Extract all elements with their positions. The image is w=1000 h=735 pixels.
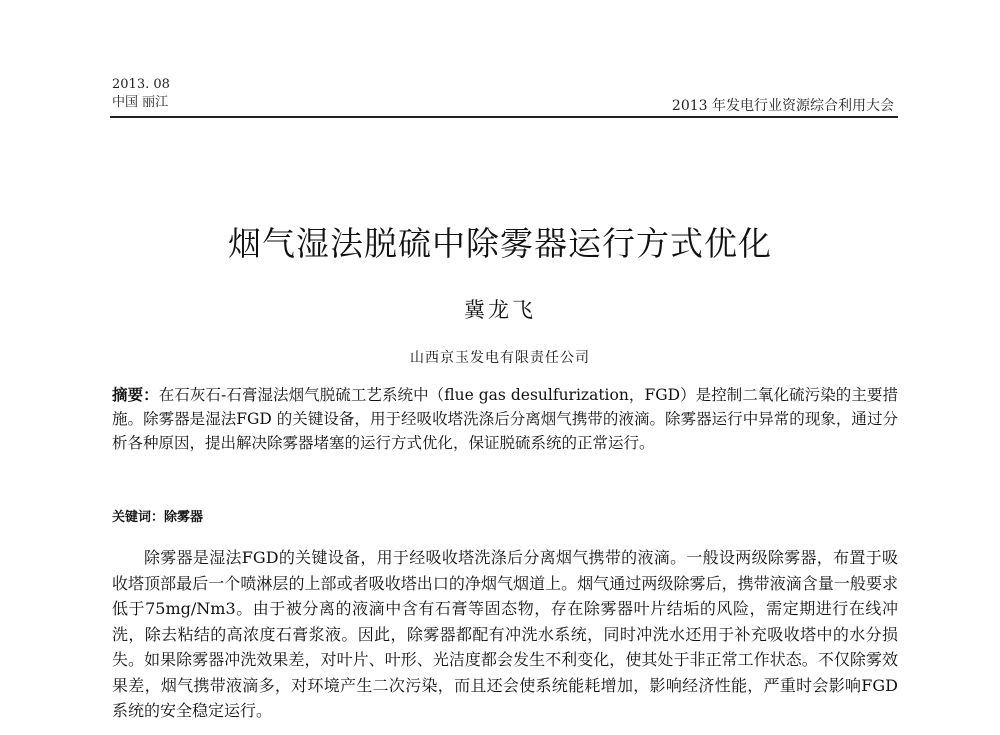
paper-affiliation: 山西京玉发电有限责任公司 <box>410 350 590 366</box>
abstract-text: 在石灰石-石膏湿法烟气脱硫工艺系统中（flue gas desulfurization，FGD）是控制二氧化硫污染的主要措施。除雾器是湿法FGD 的关键设备，用于经吸收塔洗涤后分离烟气携带的液滴。除雾器运行中异常的现象，通过分析各种原因，提出解决除雾器堵塞的运行方式优化，保证脱硫系统的正常运行。 <box>112 386 898 452</box>
header-location: 中国 丽江 <box>112 95 169 110</box>
header-left <box>112 76 170 112</box>
keywords-text: 除雾器 <box>164 510 204 525</box>
keywords-label: 关键词： <box>112 510 165 525</box>
paper-author: 冀龙飞 <box>464 298 536 322</box>
body-paragraph: 除雾器是湿法FGD的关键设备，用于经吸收塔洗涤后分离烟气携带的液滴。一般设两级除雾器，布置于吸收塔顶部最后一个喷淋层的上部或者吸收塔出口的净烟气烟道上。烟气通过两级除雾后，携带液滴含量一般要求低于75mg/Nm3。由于被分离的液滴中含有石膏等固态物，存在除雾器叶片结垢的风险，需定期进行在线冲洗，除去粘结的高浓度石膏浆液。因此，除雾器都配有冲洗水系统，同时冲洗水还用于补充吸收塔中的水分损失。如果除雾器冲洗效果差，对叶片、叶形、光洁度都会发生不利变化，使其处于非正常工作状态。不仅除雾效果差，烟气携带液滴多，对环境产生二次污染，而且还会使系统能耗增加，影响经济性能，严重时会影响FGD 系统的安全稳定运行。 <box>112 548 898 720</box>
header-divider <box>110 116 898 118</box>
paper-title: 烟气湿法脱硫中除雾器运行方式优化 <box>228 224 772 263</box>
header-conference: 2013 年发电行业资源综合利用大会 <box>671 98 894 114</box>
header-date: 2013. 08 <box>112 77 170 92</box>
abstract <box>112 383 898 455</box>
keywords <box>112 506 203 525</box>
abstract-label: 摘要： <box>112 385 159 404</box>
